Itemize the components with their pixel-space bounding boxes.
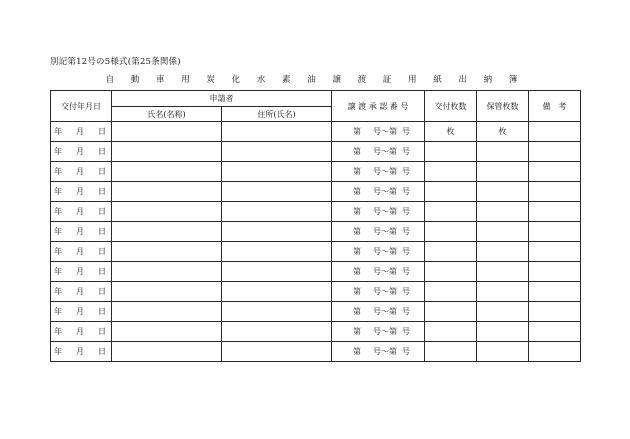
header-address: 住所(氏名) (222, 107, 332, 122)
stored-count-cell[interactable] (477, 242, 529, 262)
date-cell[interactable] (51, 202, 112, 222)
issued-count-cell[interactable] (425, 182, 477, 202)
remarks-cell[interactable] (529, 322, 581, 342)
remarks-cell[interactable] (529, 122, 581, 142)
approval-number-cell[interactable] (332, 302, 425, 322)
stored-count-cell[interactable] (477, 222, 529, 242)
ledger-row (51, 202, 581, 222)
number-from-label: 第 (353, 147, 361, 156)
ledger-row (51, 242, 581, 262)
remarks-cell[interactable] (529, 302, 581, 322)
number-to-label: 号〜第 (373, 307, 397, 316)
year-label: 年 (54, 347, 62, 356)
ledger-table (50, 90, 581, 362)
year-label: 年 (54, 207, 62, 216)
unit-label: 枚 (446, 127, 455, 136)
day-label: 日 (98, 167, 106, 176)
month-label: 月 (76, 267, 84, 276)
number-from-label: 第 (353, 347, 361, 356)
number-to-label: 号〜第 (373, 287, 397, 296)
number-to-label: 号〜第 (373, 167, 397, 176)
date-cell[interactable] (51, 162, 112, 182)
remarks-cell[interactable] (529, 202, 581, 222)
month-label: 月 (76, 347, 84, 356)
year-label: 年 (54, 327, 62, 336)
year-label: 年 (54, 127, 62, 136)
ledger-row (51, 142, 581, 162)
month-label: 月 (76, 227, 84, 236)
number-to-label: 号〜第 (373, 227, 397, 236)
date-cell[interactable] (51, 122, 112, 142)
year-label: 年 (54, 307, 62, 316)
address-cell[interactable] (222, 122, 332, 142)
address-cell[interactable] (222, 142, 332, 162)
name-cell[interactable] (112, 202, 222, 222)
number-to-label: 号〜第 (373, 127, 397, 136)
approval-number-cell[interactable] (332, 282, 425, 302)
number-end-label: 号 (402, 287, 410, 296)
number-from-label: 第 (353, 167, 361, 176)
stored-count-cell[interactable] (477, 142, 529, 162)
date-cell[interactable] (51, 282, 112, 302)
date-cell[interactable] (51, 322, 112, 342)
number-end-label: 号 (402, 167, 410, 176)
day-label: 日 (98, 147, 106, 156)
header-stored-count: 保管枚数 (477, 91, 529, 122)
name-cell[interactable] (112, 302, 222, 322)
issued-count-cell[interactable] (425, 202, 477, 222)
number-end-label: 号 (402, 307, 410, 316)
day-label: 日 (98, 287, 106, 296)
name-cell[interactable] (112, 342, 222, 362)
address-cell[interactable] (222, 282, 332, 302)
remarks-cell[interactable] (529, 222, 581, 242)
stored-count-cell[interactable] (477, 342, 529, 362)
name-cell[interactable] (112, 242, 222, 262)
number-end-label: 号 (402, 187, 410, 196)
issued-count-cell[interactable] (425, 262, 477, 282)
approval-number-cell[interactable] (332, 222, 425, 242)
number-end-label: 号 (402, 147, 410, 156)
approval-number-cell[interactable] (332, 242, 425, 262)
number-to-label: 号〜第 (373, 267, 397, 276)
address-cell[interactable] (222, 342, 332, 362)
remarks-cell[interactable] (529, 182, 581, 202)
day-label: 日 (98, 127, 106, 136)
number-from-label: 第 (353, 247, 361, 256)
issued-count-cell[interactable] (425, 322, 477, 342)
month-label: 月 (76, 307, 84, 316)
address-cell[interactable] (222, 262, 332, 282)
month-label: 月 (76, 247, 84, 256)
header-issue-date: 交付年月日 (51, 91, 112, 122)
approval-number-cell[interactable] (332, 182, 425, 202)
day-label: 日 (98, 347, 106, 356)
number-from-label: 第 (353, 287, 361, 296)
stored-count-cell[interactable] (477, 122, 529, 142)
date-cell[interactable] (51, 342, 112, 362)
remarks-cell[interactable] (529, 262, 581, 282)
address-cell[interactable] (222, 182, 332, 202)
address-cell[interactable] (222, 242, 332, 262)
stored-count-cell[interactable] (477, 282, 529, 302)
remarks-cell[interactable] (529, 282, 581, 302)
name-cell[interactable] (112, 282, 222, 302)
header-name: 氏名(名称) (112, 107, 222, 122)
issued-count-cell[interactable] (425, 222, 477, 242)
stored-count-cell[interactable] (477, 302, 529, 322)
number-to-label: 号〜第 (373, 347, 397, 356)
month-label: 月 (76, 167, 84, 176)
name-cell[interactable] (112, 142, 222, 162)
name-cell[interactable] (112, 322, 222, 342)
number-end-label: 号 (402, 327, 410, 336)
month-label: 月 (76, 187, 84, 196)
number-from-label: 第 (353, 327, 361, 336)
form-reference: 別記第12号の5様式(第25条関係) (50, 57, 181, 67)
number-to-label: 号〜第 (373, 247, 397, 256)
date-cell[interactable] (51, 182, 112, 202)
approval-number-cell[interactable] (332, 202, 425, 222)
number-from-label: 第 (353, 307, 361, 316)
day-label: 日 (98, 267, 106, 276)
header-applicant: 申請者 (112, 91, 332, 107)
number-to-label: 号〜第 (373, 327, 397, 336)
number-to-label: 号〜第 (373, 187, 397, 196)
day-label: 日 (98, 227, 106, 236)
year-label: 年 (54, 247, 62, 256)
address-cell[interactable] (222, 202, 332, 222)
ledger-row (51, 222, 581, 242)
header-approval-number: 譲 渡 承 認 番 号 (332, 91, 425, 122)
day-label: 日 (98, 307, 106, 316)
address-cell[interactable] (222, 322, 332, 342)
day-label: 日 (98, 327, 106, 336)
approval-number-cell[interactable] (332, 142, 425, 162)
month-label: 月 (76, 327, 84, 336)
day-label: 日 (98, 207, 106, 216)
day-label: 日 (98, 187, 106, 196)
remarks-cell[interactable] (529, 142, 581, 162)
ledger-row (51, 302, 581, 322)
header-remarks: 備 考 (529, 91, 581, 122)
unit-label: 枚 (498, 127, 507, 136)
month-label: 月 (76, 287, 84, 296)
number-end-label: 号 (402, 267, 410, 276)
month-label: 月 (76, 207, 84, 216)
date-cell[interactable] (51, 222, 112, 242)
stored-count-cell[interactable] (477, 322, 529, 342)
header-issued-count: 交付枚数 (425, 91, 477, 122)
date-cell[interactable] (51, 142, 112, 162)
number-from-label: 第 (353, 127, 361, 136)
ledger-row (51, 262, 581, 282)
approval-number-cell[interactable] (332, 122, 425, 142)
number-end-label: 号 (402, 127, 410, 136)
issued-count-cell[interactable] (425, 342, 477, 362)
month-label: 月 (76, 127, 84, 136)
issued-count-cell[interactable] (425, 142, 477, 162)
approval-number-cell[interactable] (332, 322, 425, 342)
approval-number-cell[interactable] (332, 262, 425, 282)
day-label: 日 (98, 247, 106, 256)
date-cell[interactable] (51, 242, 112, 262)
number-from-label: 第 (353, 227, 361, 236)
stored-count-cell[interactable] (477, 162, 529, 182)
issued-count-cell[interactable] (425, 282, 477, 302)
year-label: 年 (54, 287, 62, 296)
issued-count-cell[interactable] (425, 302, 477, 322)
stored-count-cell[interactable] (477, 202, 529, 222)
number-from-label: 第 (353, 207, 361, 216)
year-label: 年 (54, 147, 62, 156)
stored-count-cell[interactable] (477, 262, 529, 282)
address-cell[interactable] (222, 222, 332, 242)
issued-count-cell[interactable] (425, 122, 477, 142)
number-end-label: 号 (402, 207, 410, 216)
ledger-row (51, 162, 581, 182)
issued-count-cell[interactable] (425, 162, 477, 182)
name-cell[interactable] (112, 182, 222, 202)
remarks-cell[interactable] (529, 342, 581, 362)
ledger-row (51, 122, 581, 142)
month-label: 月 (76, 147, 84, 156)
approval-number-cell[interactable] (332, 342, 425, 362)
document-title: 自 動 車 用 炭 化 水 素 油 譲 渡 証 用 紙 出 納 簿 (105, 75, 525, 85)
approval-number-cell[interactable] (332, 162, 425, 182)
stored-count-cell[interactable] (477, 182, 529, 202)
name-cell[interactable] (112, 162, 222, 182)
ledger-row (51, 322, 581, 342)
number-from-label: 第 (353, 267, 361, 276)
address-cell[interactable] (222, 162, 332, 182)
number-end-label: 号 (402, 347, 410, 356)
year-label: 年 (54, 187, 62, 196)
number-end-label: 号 (402, 227, 410, 236)
number-to-label: 号〜第 (373, 147, 397, 156)
date-cell[interactable] (51, 262, 112, 282)
name-cell[interactable] (112, 122, 222, 142)
year-label: 年 (54, 227, 62, 236)
ledger-row (51, 282, 581, 302)
remarks-cell[interactable] (529, 162, 581, 182)
number-to-label: 号〜第 (373, 207, 397, 216)
issued-count-cell[interactable] (425, 242, 477, 262)
address-cell[interactable] (222, 302, 332, 322)
name-cell[interactable] (112, 262, 222, 282)
date-cell[interactable] (51, 302, 112, 322)
ledger-row (51, 342, 581, 362)
year-label: 年 (54, 167, 62, 176)
ledger-row (51, 182, 581, 202)
number-from-label: 第 (353, 187, 361, 196)
remarks-cell[interactable] (529, 242, 581, 262)
name-cell[interactable] (112, 222, 222, 242)
number-end-label: 号 (402, 247, 410, 256)
year-label: 年 (54, 267, 62, 276)
